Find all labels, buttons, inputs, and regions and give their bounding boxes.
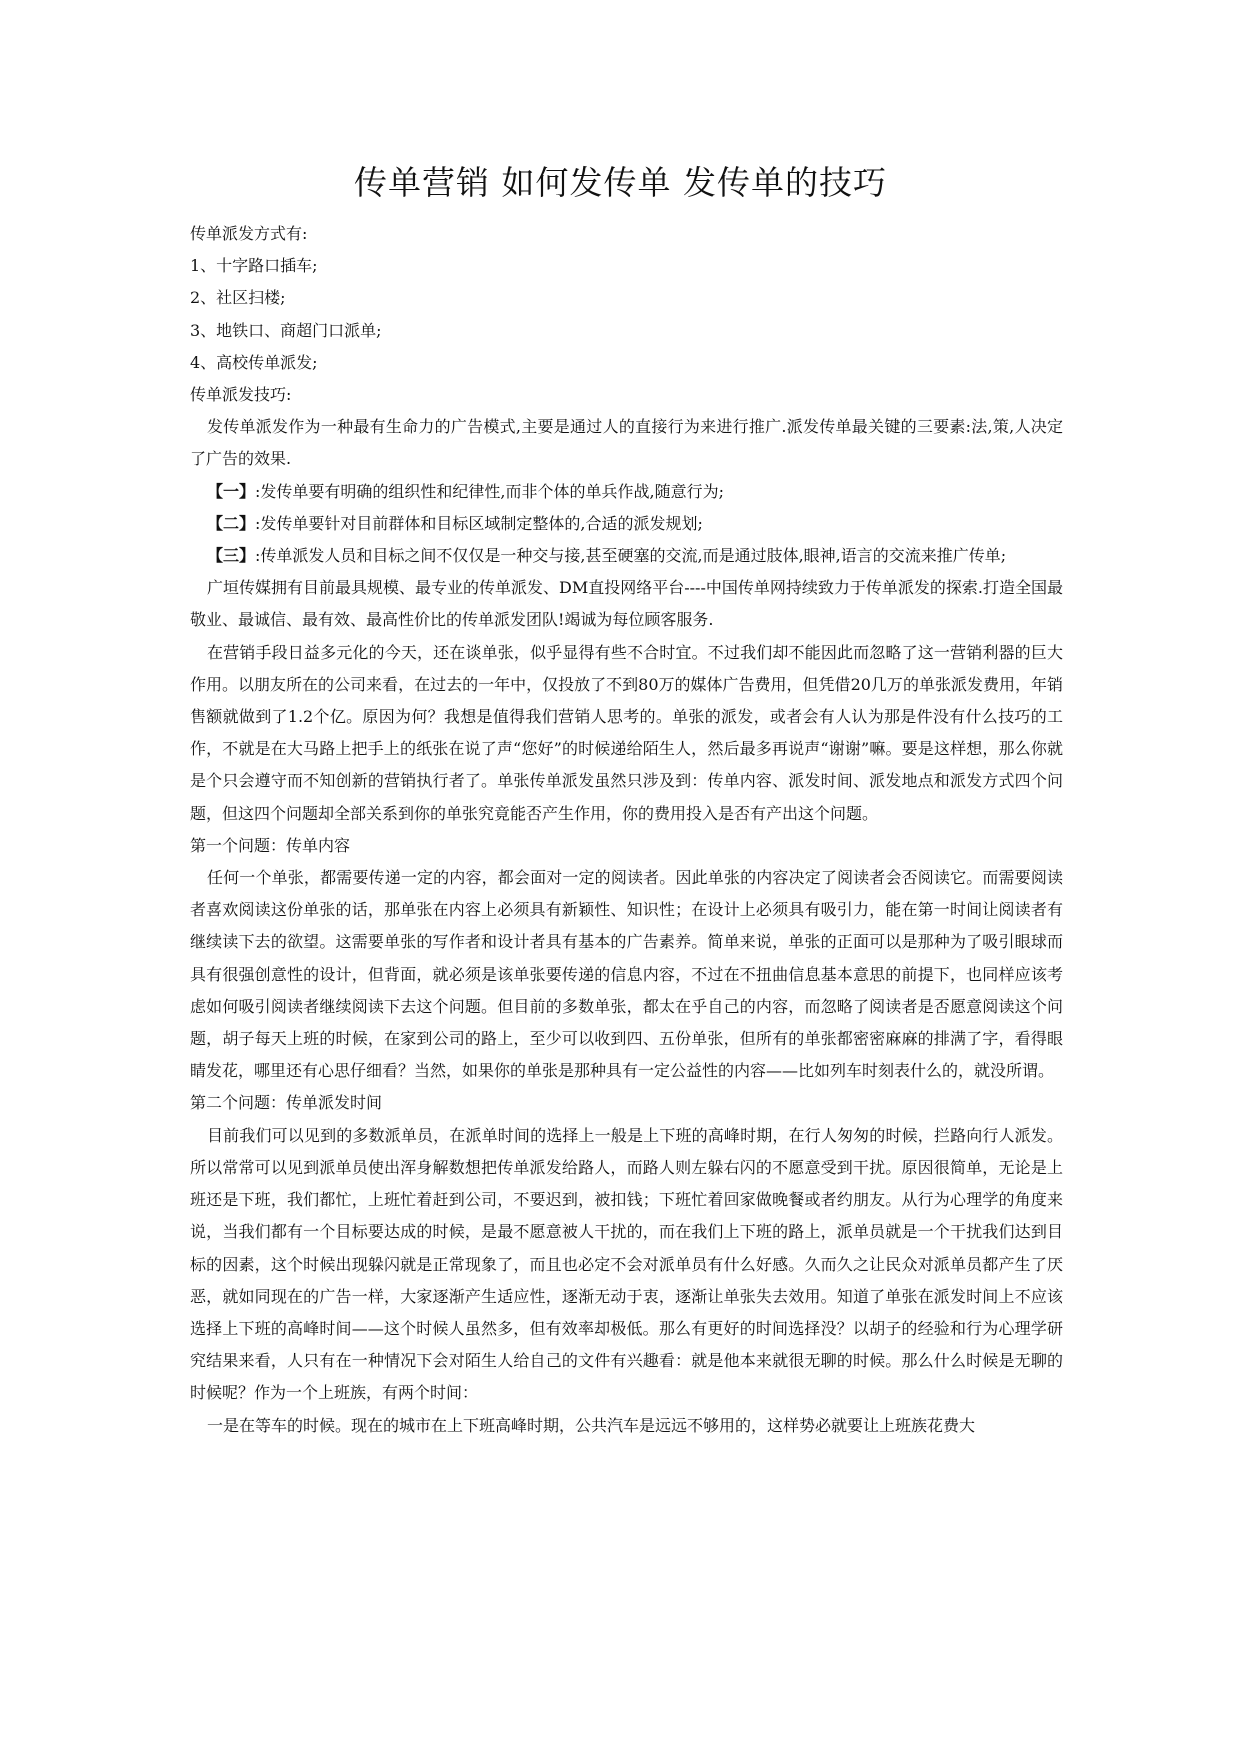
point-3-text: :传单派发人员和目标之间不仅仅是一种交与接,甚至硬塞的交流,而是通过肢体,眼神,语言的交流来推广传单;	[255, 546, 1007, 566]
point-2-text: :发传单要针对目前群体和目标区域制定整体的,合适的派发规划;	[255, 513, 703, 533]
final-paragraph: 一是在等车的时候。现在的城市在上下班高峰时期，公共汽车是远远不够用的，这样势必就要让上班族花费大	[207, 1415, 976, 1435]
document-body	[190, 218, 1063, 1442]
point-1-text: :发传单要有明确的组织性和纪律性,而非个体的单兵作战,随意行为;	[255, 481, 724, 501]
point-2-label: 【二】	[207, 513, 256, 533]
method-item-3: 3、地铁口、商超门口派单;	[190, 320, 382, 340]
skills-heading: 传单派发技巧:	[190, 385, 292, 405]
question-2-heading: 第二个问题：传单派发时间	[190, 1093, 383, 1113]
point-1	[190, 476, 1063, 508]
page-title: 传单营销 如何发传单 发传单的技巧	[354, 163, 887, 202]
point-3-label: 【三】	[207, 546, 256, 566]
question-1-heading: 第一个问题：传单内容	[190, 835, 351, 855]
question-2-paragraph: 目前我们可以见到的多数派单员，在派单时间的选择上一般是上下班的高峰时期，在行人匆匆的时候，拦路向行人派发。所以常常可以见到派单员使出浑身解数想把传单派发给路人，而路人则左躲右闪的不愿意受到干扰。原因很简单，无论是上班还是下班，我们都忙，上班忙着赶到公司，不要迟到，被扣钱；下班忙着回家做晚餐或者约朋友。从行为心理学的角度来说，当我们都有一个目标要达成的时候，是最不愿意被人干扰的，而在我们上下班的路上，派单员就是一个干扰我们达到目标的因素，这个时候出现躲闪就是正常现象了，而且也必定不会对派单员有什么好感。久而久之让民众对派单员都产生了厌恶，就如同现在的广告一样，大家逐渐产生适应性，逐渐无动于衷，逐渐让单张失去效用。知道了单张在派发时间上不应该选择上下班的高峰时间——这个时候人虽然多，但有效率却极低。那么有更好的时间选择没？以胡子的经验和行为心理学研究结果来看，人只有在一种情况下会对陌生人给自己的文件有兴趣看：就是他本来就很无聊的时候。那么什么时候是无聊的时候呢？作为一个上班族，有两个时间：	[190, 1125, 1063, 1403]
skills-paragraph: 发传单派发作为一种最有生命力的广告模式,主要是通过人的直接行为来进行推广.派发传单最关键的三要素:法,策,人决定了广告的效果.	[190, 417, 1063, 469]
method-item-4: 4、高校传单派发;	[190, 352, 318, 372]
point-1-label: 【一】	[207, 481, 256, 501]
company-paragraph: 广垣传媒拥有目前最具规模、最专业的传单派发、DM直投网络平台----中国传单网持续致力于传单派发的探索.打造全国最敬业、最诚信、最有效、最高性价比的传单派发团队!竭诚为每位顾客服务.	[190, 578, 1063, 630]
point-3	[190, 540, 1063, 572]
method-item-2: 2、社区扫楼;	[190, 288, 286, 308]
marketing-paragraph: 在营销手段日益多元化的今天，还在谈单张，似乎显得有些不合时宜。不过我们却不能因此而忽略了这一营销利器的巨大作用。以朋友所在的公司来看，在过去的一年中，仅投放了不到80万的媒体广告费用，但凭借20几万的单张派发费用，年销售额就做到了1.2个亿。原因为何？我想是值得我们营销人思考的。单张的派发，或者会有人认为那是件没有什么技巧的工作，不就是在大马路上把手上的纸张在说了声“您好”的时候递给陌生人，然后最多再说声“谢谢”嘛。要是这样想，那么你就是个只会遵守而不知创新的营销执行者了。单张传单派发虽然只涉及到：传单内容、派发时间、派发地点和派发方式四个问题，但这四个问题却全部关系到你的单张究竟能否产生作用，你的费用投入是否有产出这个问题。	[190, 642, 1063, 823]
intro-line: 传单派发方式有:	[190, 224, 308, 243]
point-2	[190, 508, 1063, 540]
method-item-1: 1、十字路口插车;	[190, 256, 318, 276]
question-1-paragraph: 任何一个单张，都需要传递一定的内容，都会面对一定的阅读者。因此单张的内容决定了阅读者会否阅读它。而需要阅读者喜欢阅读这份单张的话，那单张在内容上必须具有新颖性、知识性；在设计上必须具有吸引力，能在第一时间让阅读者有继续读下去的欲望。这需要单张的写作者和设计者具有基本的广告素养。简单来说，单张的正面可以是那种为了吸引眼球而具有很强创意性的设计，但背面，就必须是该单张要传递的信息内容，不过在不扭曲信息基本意思的前提下，也同样应该考虑如何吸引阅读者继续阅读下去这个问题。但目前的多数单张，都太在乎自己的内容，而忽略了阅读者是否愿意阅读这个问题，胡子每天上班的时候，在家到公司的路上，至少可以收到四、五份单张，但所有的单张都密密麻麻的排满了字，看得眼睛发花，哪里还有心思仔细看？当然，如果你的单张是那种具有一定公益性的内容——比如列车时刻表什么的，就没所谓。	[190, 868, 1063, 1081]
